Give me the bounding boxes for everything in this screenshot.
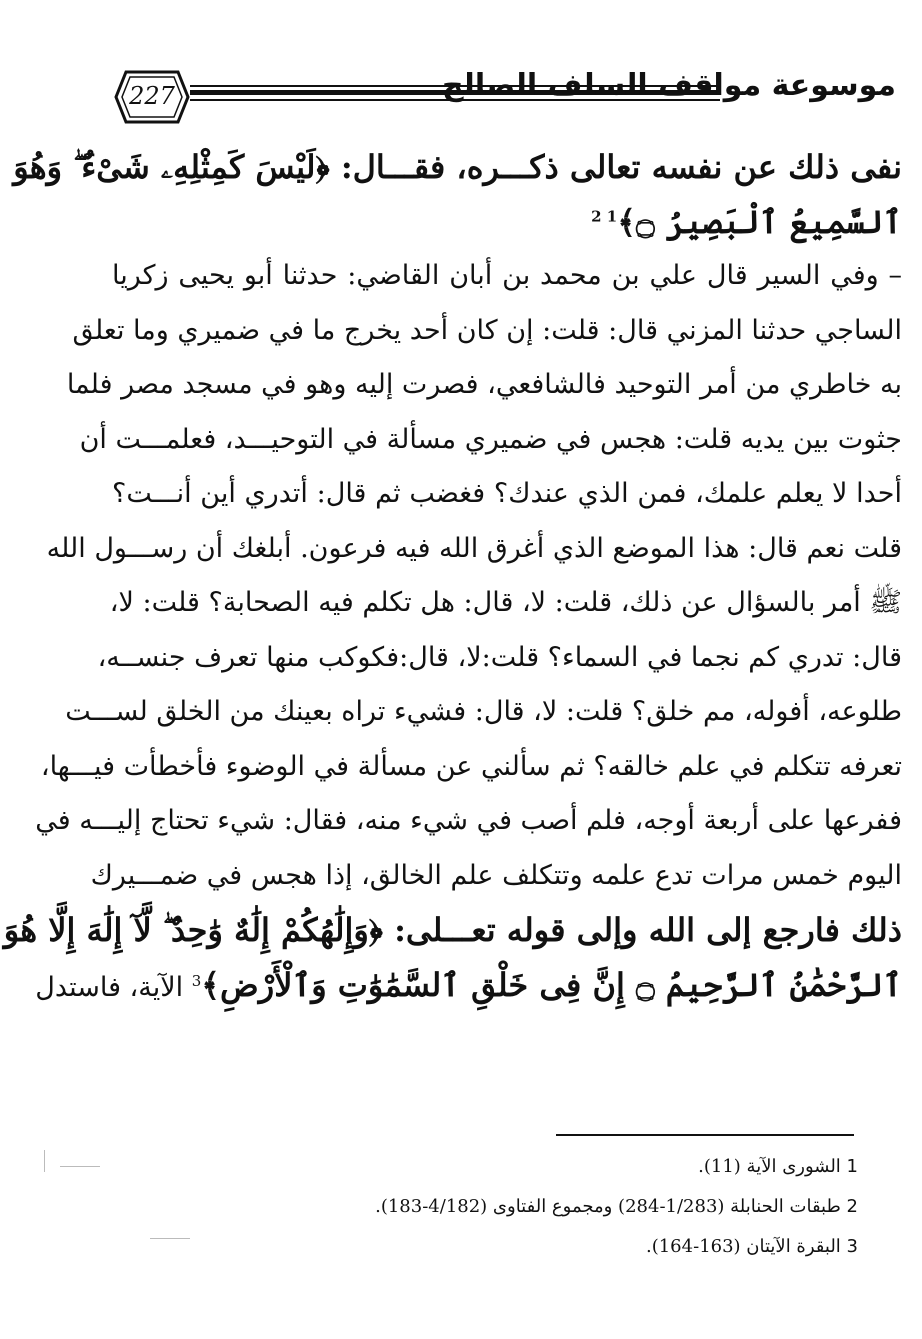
text-line: ففرعها على أربعة أوجه، فلم أصب في شيء منه، فقال: شيء تحتاج إليـــه في: [35, 805, 902, 836]
footnote: [158, 1227, 858, 1267]
page-number: 227: [129, 82, 175, 110]
footnote-text: طبقات الحنابلة (1/283-284) ومجموع الفتاوى (4/182-183).: [375, 1196, 841, 1217]
scan-mark: [60, 1166, 100, 1167]
text-line: به خاطري من أمر التوحيد فالشافعي، فصرت إليه وهو في مسجد مصر فلما: [66, 369, 902, 400]
text-line: جثوت بين يديه قلت: هجس في ضميري مسألة في التوحيـــد، فعلمـــت أن: [79, 423, 902, 455]
footnote-ref: 3: [191, 971, 202, 990]
text-line: ٱلرَّحْمَٰنُ ٱلرَّحِيمُ ۝ إِنَّ فِى خَلْقِ ٱلسَّمَٰوَٰتِ وَٱلْأَرْضِ﴾$^3$ الآية، فاستدل: [35, 965, 902, 1004]
text-line: نفى ذلك عن نفسه تعالى ذكـــره، فقـــال: ﴿لَيْسَ كَمِثْلِهِۦ شَىْءٌ ۖ وَهُوَ: [13, 148, 902, 186]
footnote-ref: 1 2: [591, 206, 618, 225]
footnote-number: 3: [846, 1236, 858, 1257]
footnote: [158, 1147, 858, 1187]
scan-mark: [150, 1238, 190, 1239]
scan-mark: [44, 1150, 45, 1172]
text-line: ٱلسَّمِيعُ ٱلْبَصِيرُ ۝﴾$^{1 2}$: [591, 202, 902, 241]
series-title: موسوعة مواقف السلف الصالح: [441, 68, 896, 103]
footnotes: [158, 1147, 858, 1267]
text-line: ذلك فارجع إلى الله وإلى قوله تعـــلى: ﴿وَإِلَٰهُكُمْ إِلَٰهٌ وَٰحِدٌ ۖ لَّآ إِلَٰهَ إِلَّا هُوَ: [3, 911, 902, 949]
text-line: اليوم خمس مرات تدع علمه وتتكلف علم الخالق، إذا هجس في ضمـــيرك: [90, 859, 902, 891]
page-header: [112, 68, 902, 128]
footnote-text: الشورى الآية (11).: [698, 1156, 841, 1177]
footnote-number: 2: [846, 1196, 858, 1217]
text-line: ﷺ أمر بالسؤال عن ذلك، قلت: لا، قال: هل تكلم فيه الصحابة؟ قلت: لا،: [109, 587, 902, 618]
text-line: الساجي حدثنا المزني قال: قلت: إن كان أحد يخرج ما في ضميري وما تعلق: [72, 314, 902, 346]
footnote-separator: [556, 1134, 854, 1136]
page-number-badge: [112, 68, 192, 126]
text-line: طلوعه، أفوله، مم خلق؟ قلت: لا، قال: فشيء تراه بعينك من الخلق لســـت: [65, 696, 902, 727]
footnote: [158, 1187, 858, 1227]
text-line: قلت نعم قال: هذا الموضع الذي أغرق الله فيه فرعون. أبلغك أن رســـول الله: [46, 532, 902, 564]
footnote-text: البقرة الآيتان (163-164).: [645, 1236, 841, 1257]
text-line: تعرفه تتكلم في علم خالقه؟ ثم سألني عن مسألة في الوضوء فأخطأت فيـــها،: [40, 750, 902, 782]
footnote-number: 1: [846, 1156, 858, 1177]
text-line: – وفي السير قال علي بن محمد بن أبان القاضي: حدثنا أبو يحيى زكريا: [112, 260, 902, 291]
main-text: [3, 140, 902, 1012]
text-line: أحدا لا يعلم علمك، فمن الذي عندك؟ فغضب ثم قال: أتدري أين أنـــت؟: [112, 478, 902, 509]
text-line: قال: تدري كم نجما في السماء؟ قلت:لا، قال:فكوكب منها تعرف جنســه،: [97, 641, 902, 673]
